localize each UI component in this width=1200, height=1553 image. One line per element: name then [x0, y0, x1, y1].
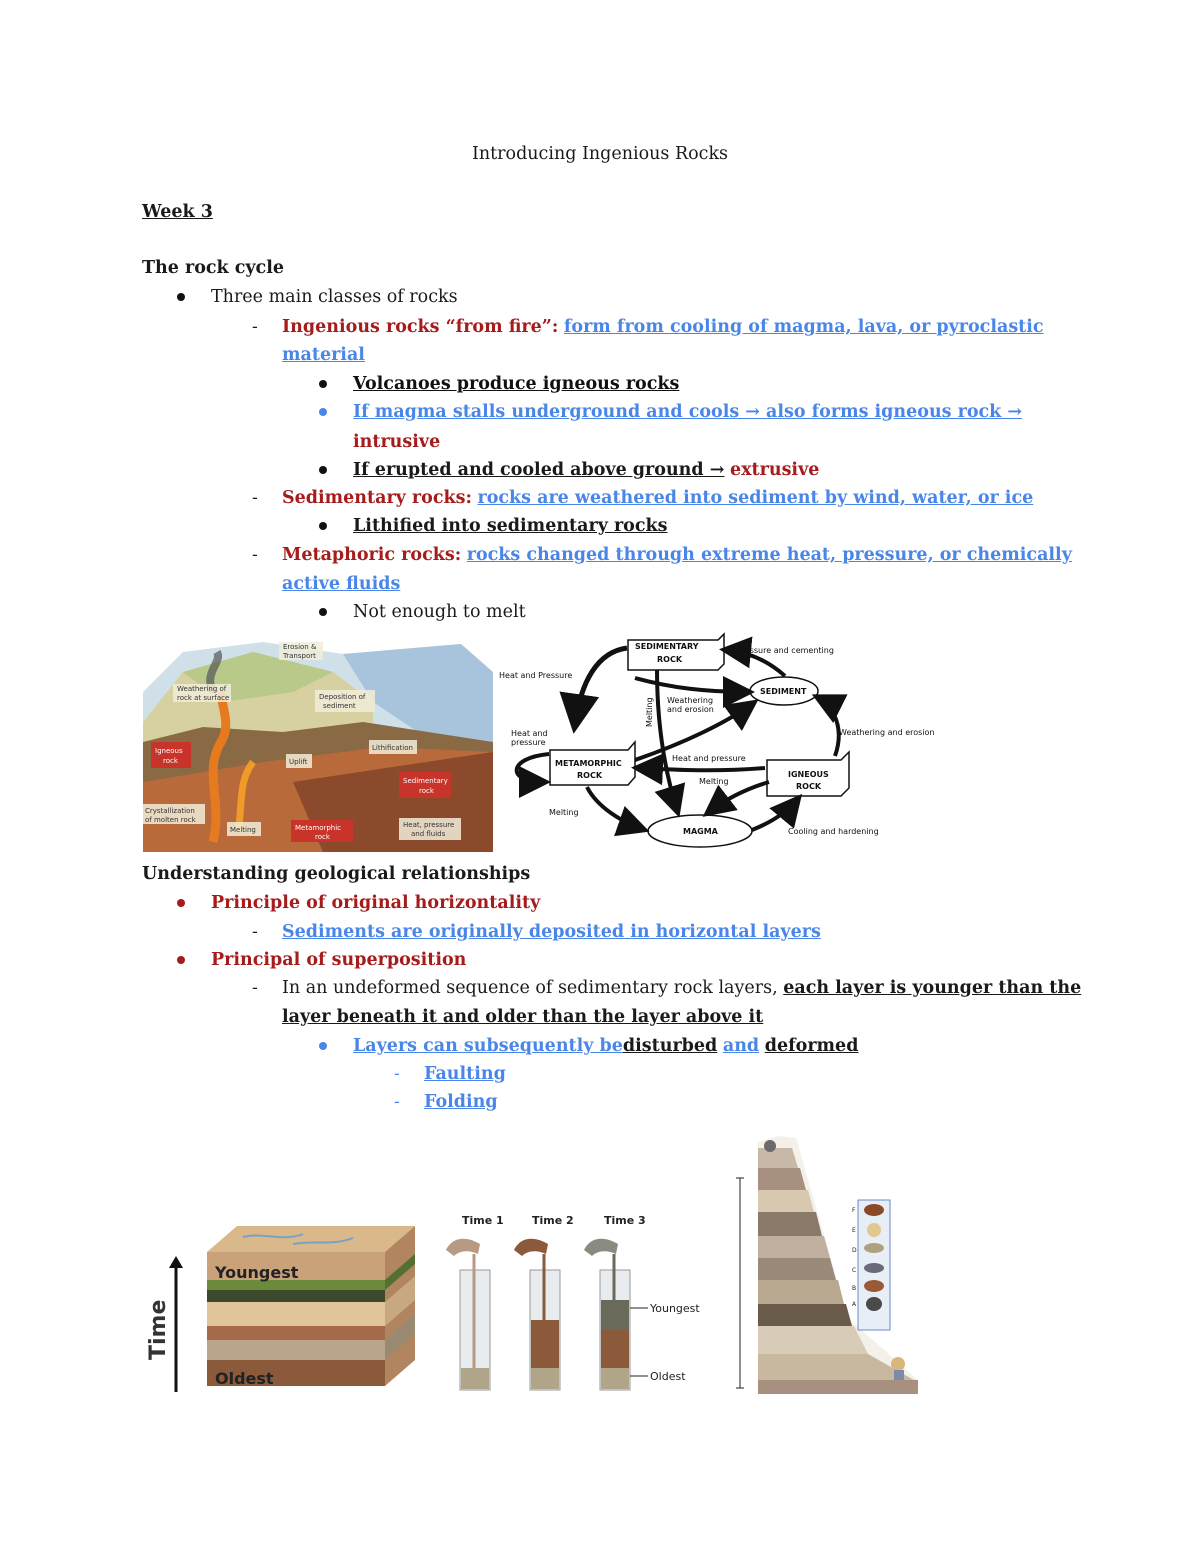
heat-and-label: Heat and [511, 729, 548, 738]
dash-icon: - [394, 1064, 400, 1084]
label-deposition: Deposition of [319, 693, 366, 701]
igneous-definition: form from cooling of magma, lava, or pyroclastic [563, 317, 1044, 337]
horizontality-definition: Sediments are originally deposited in horizontal layers [282, 922, 821, 942]
magma-label: MAGMA [683, 827, 718, 836]
week-heading: Week 3 [142, 202, 213, 222]
igneous-term: Ingenious rocks “from fire”: [282, 317, 559, 337]
dash-icon: - [252, 545, 258, 565]
faulting-text: Faulting [424, 1064, 506, 1084]
letter-a: A [852, 1301, 857, 1308]
sedimentary-line [282, 486, 1033, 510]
label-lithification: Lithification [372, 744, 413, 752]
oldest-label: Oldest [215, 1369, 274, 1388]
extrusive-text: extrusive [729, 460, 820, 480]
metamorphic-rock-label-1: METAMORPHIC [555, 759, 622, 768]
sediment-label: SEDIMENT [760, 687, 807, 696]
layers-line [353, 1034, 858, 1058]
letter-d: D [852, 1247, 857, 1254]
letter-c: C [852, 1267, 857, 1274]
melting-vertical-label: Melting [645, 697, 654, 727]
metaphoric-definition-cont: active fluids [282, 574, 401, 594]
classes-text: Three main classes of rocks [211, 287, 458, 307]
superposition-block-diagram [143, 1222, 425, 1394]
label-sedimentary-rock: rock [419, 787, 434, 795]
stalls-text: If magma stalls underground and cools → also forms igneous rock → [353, 402, 1023, 422]
time1-label: Time 1 [462, 1214, 504, 1227]
sedimentary-rock-label-2: ROCK [657, 655, 683, 664]
pressure-cementing-label: Pressure and cementing [737, 646, 834, 655]
volcanoes-text: Volcanoes produce igneous rocks [353, 374, 680, 394]
intrusive-text: intrusive [353, 432, 441, 452]
horizontality-principle: Principle of original horizontality [211, 893, 541, 913]
superposition-def-b: each layer is younger than the [783, 978, 1082, 998]
youngest-label: Youngest [215, 1263, 299, 1282]
letter-e: E [852, 1227, 856, 1234]
metaphoric-term: Metaphoric rocks: [282, 545, 462, 565]
rock-cycle-flow-diagram [497, 632, 957, 850]
layers-a: Layers can subsequently be [353, 1036, 623, 1056]
letter-f: F [852, 1207, 856, 1214]
label-sediment: sediment [323, 702, 356, 710]
metaphoric-line [282, 543, 1072, 567]
bullet-icon [319, 608, 327, 616]
erupted-line [353, 458, 819, 482]
layers-d: deformed [764, 1036, 859, 1056]
fossil-succession-diagram [718, 1118, 942, 1396]
bullet-icon [177, 956, 185, 964]
igneous-line [282, 315, 1044, 339]
sedimentary-definition: rocks are weathered into sediment by wind, water, or ice [477, 488, 1034, 508]
superposition-line [282, 976, 1081, 1000]
metaphoric-line-2 [282, 572, 400, 596]
label-weathering: Weathering of [177, 685, 227, 693]
bullet-icon [177, 293, 185, 301]
layers-c: and [722, 1036, 760, 1056]
label-melting: Melting [230, 826, 256, 834]
dash-icon: - [252, 488, 258, 508]
metamorphic-rock-label-2: ROCK [577, 771, 603, 780]
bullet-icon [319, 522, 327, 530]
label-and-fluids: and fluids [411, 830, 446, 838]
label-transport: Transport [283, 652, 316, 660]
igneous-definition-cont: material [282, 345, 365, 365]
dash-icon: - [394, 1092, 400, 1112]
weathering-label-1: Weathering [667, 696, 714, 705]
label-heat-pressure: Heat, pressure [403, 821, 455, 829]
dash-icon: - [252, 317, 258, 337]
rock-cycle-heading: The rock cycle [142, 258, 284, 278]
metaphoric-definition: rocks changed through extreme heat, pressure, or chemically [466, 545, 1072, 565]
label-crystallization: Crystallization [145, 807, 195, 815]
igneous-rock-label-1: IGNEOUS [788, 770, 829, 779]
bullet-icon [319, 1042, 327, 1050]
pressure-label: pressure [511, 738, 546, 747]
lithified-text: Lithified into sedimentary rocks [353, 516, 668, 536]
label-igneous-rock: rock [163, 757, 178, 765]
superposition-principle: Principal of superposition [211, 950, 467, 970]
heat-pressure-top-label: Heat and Pressure [499, 671, 573, 680]
melting-mid-label: Melting [699, 777, 729, 786]
sedimentary-rock-label-1: SEDIMENTARY [635, 642, 699, 651]
igneous-line-2 [282, 343, 365, 367]
time-axis-label: Time [146, 1299, 171, 1360]
tube-youngest-label: Youngest [650, 1302, 700, 1315]
cooling-hardening-label: Cooling and hardening [788, 827, 879, 836]
bullet-icon [177, 899, 185, 907]
page-title: Introducing Ingenious Rocks [471, 144, 729, 164]
tube-oldest-label: Oldest [650, 1370, 686, 1383]
rock-cycle-block-diagram [143, 632, 495, 852]
igneous-rock-label-2: ROCK [796, 782, 822, 791]
not-melt-text: Not enough to melt [353, 602, 526, 622]
geo-heading: Understanding geological relationships [142, 864, 531, 884]
layers-b: disturbed [622, 1036, 718, 1056]
dash-icon: - [252, 978, 258, 998]
letter-b: B [852, 1285, 857, 1292]
label-erosion: Erosion & [283, 643, 317, 651]
label-of-molten-rock: of molten rock [145, 816, 196, 824]
label-metamorphic-rock: rock [315, 833, 330, 841]
bullet-icon [319, 408, 327, 416]
sedimentary-term: Sedimentary rocks: [282, 488, 472, 508]
weathering-erosion-label: Weathering and erosion [839, 728, 935, 737]
sediment-tubes-diagram [440, 1210, 712, 1394]
label-metamorphic: Metamorphic [295, 824, 342, 832]
folding-text: Folding [424, 1092, 498, 1112]
superposition-def-c: layer beneath it and older than the layer above it [282, 1007, 764, 1027]
bullet-icon [319, 466, 327, 474]
label-sedimentary: Sedimentary [403, 777, 448, 785]
label-rock-at-surface: rock at surface [177, 694, 230, 702]
superposition-def-a: In an undeformed sequence of sedimentary rock layers, [282, 978, 778, 998]
label-igneous: Igneous [155, 747, 183, 755]
dash-icon: - [252, 922, 258, 942]
label-uplift: Uplift [289, 758, 308, 766]
time2-label: Time 2 [532, 1214, 574, 1227]
melting-left-label: Melting [549, 808, 579, 817]
bullet-icon [319, 380, 327, 388]
heat-pressure-mid-label: Heat and pressure [672, 754, 746, 763]
time3-label: Time 3 [604, 1214, 646, 1227]
weathering-label-2: and erosion [667, 705, 714, 714]
erupted-text: If erupted and cooled above ground → [353, 460, 725, 480]
